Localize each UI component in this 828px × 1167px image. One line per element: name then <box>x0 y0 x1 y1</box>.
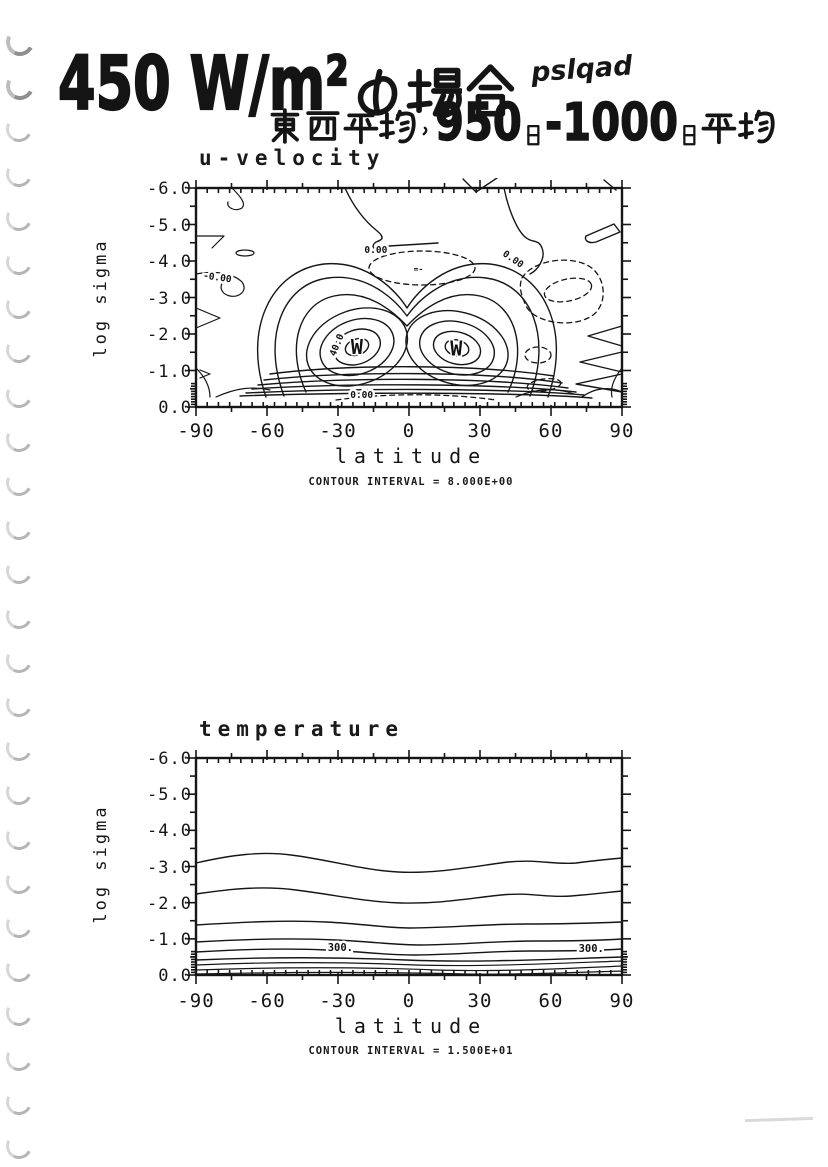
temperature-y-axis-label: log sigma <box>91 804 111 924</box>
jet-maximum-mark: W <box>350 334 363 359</box>
x-tick-label: 0 <box>402 420 416 442</box>
contour-label: =- <box>413 264 424 274</box>
temperature-contours <box>196 853 622 974</box>
handwritten-kanji-東 <box>266 104 304 148</box>
y-tick-label: -2.0 <box>147 325 192 345</box>
binder-hole <box>3 732 36 765</box>
x-tick-label: -90 <box>177 990 215 1012</box>
y-tick-label: -2.0 <box>147 893 192 914</box>
figure-title-u-velocity: u-velocity <box>199 146 386 170</box>
contour-label: 0.00 <box>350 389 374 401</box>
binder-hole <box>3 334 36 367</box>
binder-hole <box>3 909 36 942</box>
u-velocity-contours <box>196 178 622 400</box>
handwritten-latin-run: -1000 <box>544 93 678 154</box>
u-velocity-contour-interval-caption: CONTOUR INTERVAL = 8.000E+00 <box>308 476 514 488</box>
binder-hole <box>3 290 36 323</box>
binder-hole <box>3 511 36 544</box>
u-velocity-x-tick-labels <box>177 420 635 446</box>
binder-hole <box>3 643 36 676</box>
binder-hole <box>3 378 36 411</box>
handwritten-kanji-， <box>417 108 435 148</box>
figure-title-temperature: temperature <box>199 717 405 741</box>
binder-hole <box>3 246 36 279</box>
x-tick-label: 60 <box>538 990 564 1012</box>
x-tick-label: 30 <box>467 990 493 1012</box>
x-tick-label: 90 <box>609 420 635 442</box>
binder-hole <box>3 1085 36 1118</box>
contour-label: -0.00 <box>202 270 233 286</box>
x-tick-label: -30 <box>319 990 357 1012</box>
u-velocity-y-tick-labels <box>112 178 192 418</box>
temperature-contour-plot <box>186 748 632 988</box>
jet-maximum-mark: W <box>450 336 463 361</box>
u-velocity-axis-ticks <box>187 180 631 416</box>
binder-hole <box>3 113 36 146</box>
binder-hole <box>3 201 36 234</box>
temperature-x-axis-label: latitude <box>334 1014 488 1038</box>
binder-hole <box>2 69 37 104</box>
binder-hole <box>3 953 36 986</box>
run-id-annotation: pslqad <box>530 50 634 89</box>
handwritten-kanji-日 <box>522 122 545 148</box>
binder-hole <box>3 776 36 809</box>
scan-smudge <box>745 1117 813 1122</box>
temperature-contour-interval-caption: CONTOUR INTERVAL = 1.500E+01 <box>308 1045 514 1057</box>
binder-hole <box>3 599 36 632</box>
y-tick-label: 0.0 <box>158 398 192 418</box>
u-velocity-contour-plot <box>186 178 632 418</box>
binder-hole <box>3 997 36 1030</box>
binder-hole <box>3 422 36 455</box>
binder-hole <box>3 555 36 588</box>
contour-label: 300. <box>578 942 604 955</box>
y-tick-label: -5.0 <box>147 215 192 236</box>
handwritten-kanji-均 <box>738 104 776 148</box>
y-tick-label: -5.0 <box>147 785 192 806</box>
y-tick-label: -1.0 <box>147 361 192 382</box>
handwritten-kanji-日 <box>678 122 701 148</box>
temperature-x-tick-labels <box>177 990 635 1016</box>
x-tick-label: -90 <box>177 420 215 442</box>
binder-hole <box>3 1041 36 1074</box>
binder-hole <box>3 1130 36 1163</box>
binder-hole <box>3 688 36 721</box>
x-tick-label: -30 <box>319 420 357 442</box>
x-tick-label: 90 <box>609 990 635 1012</box>
y-tick-label: -3.0 <box>147 857 192 878</box>
handwritten-latin-run: 450 W/m² <box>58 40 349 127</box>
handwritten-kanji-均 <box>379 104 417 148</box>
x-tick-label: 0 <box>402 990 416 1012</box>
contour-label: 0.00 <box>500 248 526 271</box>
contour-label: 300. <box>327 941 354 954</box>
y-tick-label: -6.0 <box>147 179 192 199</box>
handwritten-latin-run: 950 <box>435 93 522 154</box>
binder-hole <box>3 157 36 190</box>
u-velocity-contour-labels <box>202 245 525 401</box>
x-tick-label: 60 <box>538 420 564 442</box>
contour-label: 0.00 <box>364 245 388 257</box>
binder-hole <box>3 820 36 853</box>
binder-hole <box>3 467 36 500</box>
temperature-plot-frame <box>196 758 622 975</box>
y-tick-label: -4.0 <box>147 252 192 272</box>
x-tick-label: 30 <box>467 420 493 442</box>
binder-hole <box>3 864 36 897</box>
y-tick-label: 0.0 <box>158 966 192 986</box>
temperature-y-tick-labels <box>112 748 192 988</box>
binder-hole <box>2 24 37 59</box>
x-tick-label: -60 <box>248 990 286 1012</box>
y-tick-label: -3.0 <box>147 288 192 309</box>
handwritten-kanji-平 <box>700 104 738 148</box>
y-tick-label: -6.0 <box>147 749 192 769</box>
y-tick-label: -4.0 <box>147 821 192 842</box>
handwritten-kanji-平 <box>342 104 380 148</box>
contour-label: 40.0 <box>327 332 347 358</box>
x-tick-label: -60 <box>248 420 286 442</box>
u-velocity-x-axis-label: latitude <box>334 444 488 468</box>
u-velocity-y-axis-label: log sigma <box>91 238 111 358</box>
y-tick-label: -1.0 <box>147 929 192 950</box>
handwritten-subtitle <box>266 93 776 154</box>
handwritten-kanji-西 <box>304 104 342 148</box>
